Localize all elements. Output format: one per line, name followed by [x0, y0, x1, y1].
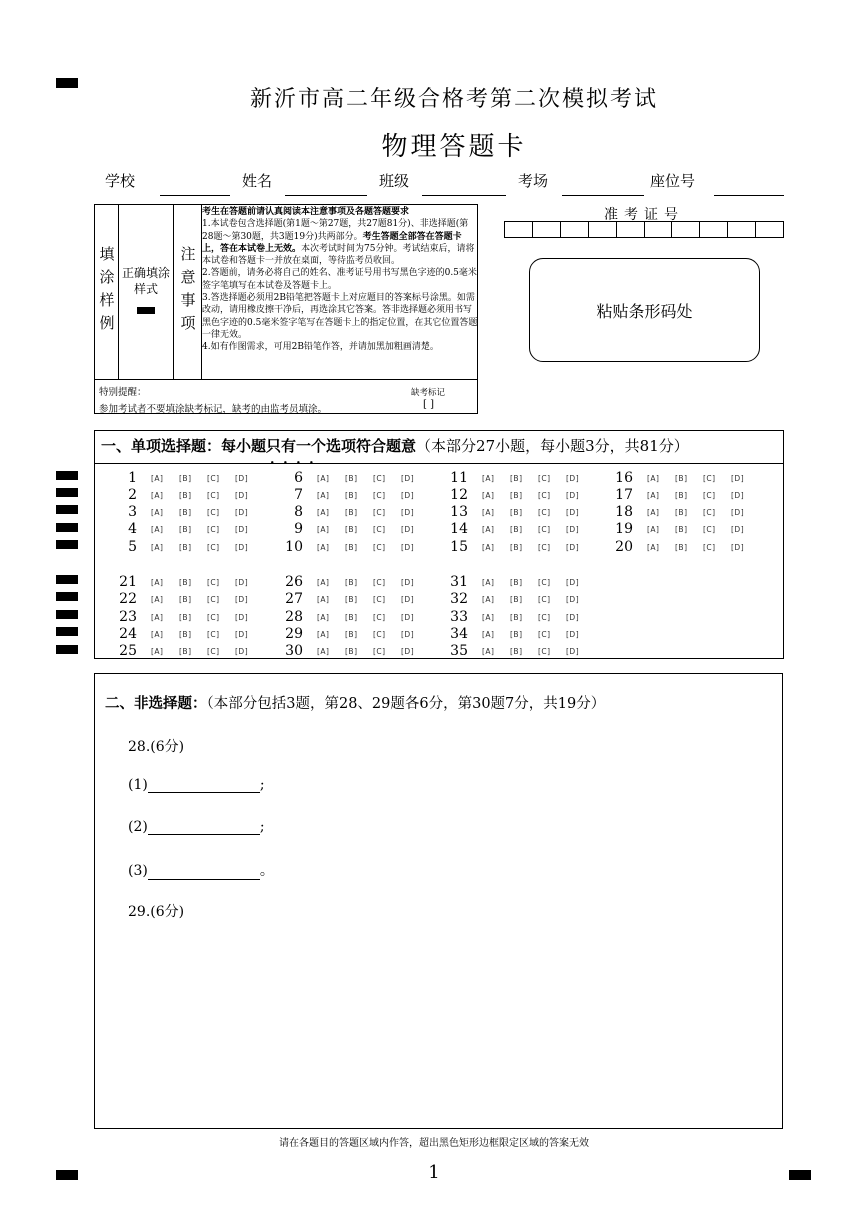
option-bubble[interactable]: [C] — [373, 613, 386, 622]
option-bubble[interactable]: [B] — [675, 543, 688, 552]
option-bubble[interactable]: [C] — [207, 474, 220, 483]
option-bubble[interactable]: [C] — [207, 595, 220, 604]
option-bubble[interactable]: [D] — [401, 508, 415, 517]
section2-heading: 二、非选择题：（本部分包括3题，第28、29题各6分，第30题7分，共19分） — [105, 695, 606, 712]
option-bubble[interactable]: [A] — [317, 647, 330, 656]
mc-question — [261, 591, 431, 608]
page-number: 1 — [428, 1162, 440, 1183]
option-bubble[interactable]: [A] — [317, 543, 330, 552]
seat-field[interactable] — [714, 195, 784, 196]
mc-question — [95, 626, 265, 643]
option-bubble[interactable]: [B] — [179, 630, 192, 639]
option-bubble[interactable]: [A] — [647, 491, 660, 500]
question-number: 26 — [285, 574, 303, 590]
option-bubble[interactable]: [C] — [538, 647, 551, 656]
barcode-area — [529, 258, 760, 362]
barcode-label: 粘贴条形码处 — [596, 301, 693, 321]
option-bubble[interactable]: [A] — [482, 647, 495, 656]
option-bubble[interactable]: [D] — [235, 595, 249, 604]
option-bubble[interactable]: [C] — [207, 543, 220, 552]
option-bubble[interactable]: [B] — [510, 491, 523, 500]
option-bubble[interactable]: [D] — [731, 491, 745, 500]
option-bubble[interactable]: [D] — [566, 647, 580, 656]
option-bubble[interactable]: [D] — [235, 630, 249, 639]
option-bubble[interactable]: [C] — [207, 647, 220, 656]
option-bubble[interactable]: [B] — [675, 525, 688, 534]
mc-question — [261, 504, 431, 521]
rule-1c: 本次考试时间为75分钟。考试结束后，请将本试卷和答题卡一并放在桌面，等待监考员收回。 — [202, 243, 475, 267]
question-number: 5 — [128, 539, 137, 555]
option-bubble[interactable]: [B] — [345, 508, 358, 517]
mc-question — [426, 643, 596, 660]
option-bubble[interactable]: [B] — [510, 613, 523, 622]
timing-mark — [56, 505, 78, 514]
option-bubble[interactable]: [B] — [345, 578, 358, 587]
option-bubble[interactable]: [B] — [345, 543, 358, 552]
question-28-part-1: (1) ; — [128, 777, 265, 793]
option-bubble[interactable]: [C] — [373, 525, 386, 534]
option-bubble[interactable]: [A] — [317, 613, 330, 622]
option-bubble[interactable]: [C] — [373, 595, 386, 604]
option-bubble[interactable]: [A] — [317, 491, 330, 500]
mc-question — [261, 487, 431, 504]
option-bubble[interactable]: [A] — [647, 474, 660, 483]
mc-question — [591, 521, 761, 538]
option-bubble[interactable]: [D] — [731, 474, 745, 483]
option-bubble[interactable]: [D] — [401, 613, 415, 622]
notice-box — [94, 204, 478, 414]
school-label: 学校 — [105, 172, 136, 190]
card-title: 物理答题卡 — [381, 132, 527, 162]
absent-mark-label: 缺考标记 — [411, 388, 446, 398]
option-bubble[interactable]: [A] — [151, 578, 164, 587]
option-bubble[interactable]: [D] — [566, 578, 580, 587]
question-number: 2 — [128, 487, 137, 503]
option-bubble[interactable]: [A] — [482, 613, 495, 622]
option-bubble[interactable]: [A] — [647, 543, 660, 552]
footer-note: 请在各题目的答题区域内作答，超出黑色矩形边框限定区域的答案无效 — [279, 1138, 589, 1149]
option-bubble[interactable]: [B] — [510, 474, 523, 483]
option-bubble[interactable]: [D] — [731, 525, 745, 534]
timing-mark — [56, 523, 78, 532]
mc-question — [591, 470, 761, 487]
question-number: 23 — [119, 609, 137, 625]
option-bubble[interactable]: [C] — [538, 474, 551, 483]
option-bubble[interactable]: [B] — [179, 595, 192, 604]
rule-1b: 考生答题全部答在答题卡上，答在本试卷上无效。 — [202, 231, 462, 254]
option-bubble[interactable]: [A] — [151, 474, 164, 483]
absent-mark-box[interactable]: [ ] — [423, 399, 434, 410]
question-number: 30 — [285, 643, 303, 659]
option-bubble[interactable]: [D] — [235, 508, 249, 517]
question-29-answer-area[interactable] — [125, 929, 765, 1119]
option-bubble[interactable]: [D] — [235, 543, 249, 552]
option-bubble[interactable]: [D] — [731, 543, 745, 552]
question-number: 25 — [119, 643, 137, 659]
question-number: 7 — [294, 487, 303, 503]
option-bubble[interactable]: [B] — [675, 491, 688, 500]
option-bubble[interactable]: [C] — [538, 525, 551, 534]
option-bubble[interactable]: [C] — [703, 543, 716, 552]
option-bubble[interactable]: [B] — [179, 613, 192, 622]
question-number: 10 — [285, 539, 303, 555]
mc-question — [95, 591, 265, 608]
option-bubble[interactable]: [D] — [566, 474, 580, 483]
option-bubble[interactable]: [D] — [566, 630, 580, 639]
option-bubble[interactable]: [C] — [703, 508, 716, 517]
option-bubble[interactable]: [B] — [345, 595, 358, 604]
question-number: 11 — [450, 470, 468, 486]
option-bubble[interactable]: [A] — [317, 630, 330, 639]
mc-question — [426, 574, 596, 591]
option-bubble[interactable]: [C] — [373, 647, 386, 656]
option-bubble[interactable]: [A] — [482, 491, 495, 500]
option-bubble[interactable]: [C] — [373, 578, 386, 587]
option-bubble[interactable]: [A] — [151, 630, 164, 639]
mc-question — [95, 521, 265, 538]
special-reminder-text: 参加考试者不要填涂缺考标记，缺考的由监考员填涂。 — [99, 404, 328, 415]
option-bubble[interactable]: [B] — [510, 525, 523, 534]
question-number: 16 — [615, 470, 633, 486]
option-bubble[interactable]: [B] — [510, 578, 523, 587]
timing-mark — [56, 610, 78, 619]
question-number: 34 — [450, 626, 468, 642]
special-reminder-label: 特别提醒： — [99, 387, 147, 398]
timing-mark — [56, 627, 78, 636]
mc-question — [591, 504, 761, 521]
option-bubble[interactable]: [B] — [345, 647, 358, 656]
option-bubble[interactable]: [D] — [566, 508, 580, 517]
question-number: 14 — [450, 521, 468, 537]
mc-question — [95, 539, 265, 556]
option-bubble[interactable]: [C] — [538, 595, 551, 604]
question-number: 6 — [294, 470, 303, 486]
option-bubble[interactable]: [A] — [482, 578, 495, 587]
timing-mark — [56, 488, 78, 497]
exam-title: 新沂市高二年级合格考第二次模拟考试 — [249, 87, 658, 112]
option-bubble[interactable]: [A] — [482, 525, 495, 534]
question-28-part-2: (2) ; — [128, 819, 265, 835]
question-number: 33 — [450, 609, 468, 625]
question-number: 18 — [615, 504, 633, 520]
option-bubble[interactable]: [D] — [235, 578, 249, 587]
admission-number-boxes[interactable] — [504, 221, 784, 238]
option-bubble[interactable]: [A] — [482, 595, 495, 604]
option-bubble[interactable]: [C] — [373, 543, 386, 552]
mc-question — [426, 504, 596, 521]
option-bubble[interactable]: [B] — [345, 613, 358, 622]
option-bubble[interactable]: [C] — [538, 491, 551, 500]
option-bubble[interactable]: [D] — [401, 630, 415, 639]
option-bubble[interactable]: [C] — [373, 630, 386, 639]
option-bubble[interactable]: [A] — [317, 595, 330, 604]
question-number: 12 — [450, 487, 468, 503]
mc-question — [95, 470, 265, 487]
mc-question — [261, 521, 431, 538]
option-bubble[interactable]: [B] — [675, 474, 688, 483]
timing-mark — [56, 471, 78, 480]
option-bubble[interactable]: [A] — [647, 508, 660, 517]
option-bubble[interactable]: [D] — [235, 474, 249, 483]
option-bubble[interactable]: [D] — [401, 543, 415, 552]
class-field[interactable] — [422, 195, 506, 196]
option-bubble[interactable]: [D] — [401, 578, 415, 587]
question-number: 27 — [285, 591, 303, 607]
option-bubble[interactable]: [B] — [345, 491, 358, 500]
option-bubble[interactable]: [A] — [317, 525, 330, 534]
option-bubble[interactable]: [A] — [151, 525, 164, 534]
name-field[interactable] — [285, 195, 367, 196]
question-number: 24 — [119, 626, 137, 642]
rules-title: 考生在答题前请认真阅读本注意事项及各题答题要求 — [202, 207, 410, 217]
option-bubble[interactable]: [B] — [510, 595, 523, 604]
question-number: 21 — [119, 574, 137, 590]
option-bubble[interactable]: [D] — [235, 525, 249, 534]
option-bubble[interactable]: [A] — [151, 543, 164, 552]
answer-blank-1[interactable] — [148, 778, 260, 793]
option-bubble[interactable]: [C] — [538, 508, 551, 517]
option-bubble[interactable]: [D] — [401, 595, 415, 604]
mc-question — [591, 539, 761, 556]
option-bubble[interactable]: [B] — [179, 543, 192, 552]
mc-question — [261, 626, 431, 643]
option-bubble[interactable]: [D] — [235, 647, 249, 656]
option-bubble[interactable]: [A] — [482, 508, 495, 517]
timing-mark — [56, 592, 78, 601]
option-bubble[interactable]: [A] — [482, 630, 495, 639]
option-bubble[interactable]: [C] — [207, 525, 220, 534]
question-number: 4 — [128, 521, 137, 537]
option-bubble[interactable]: [A] — [151, 508, 164, 517]
option-bubble[interactable]: [C] — [703, 474, 716, 483]
option-bubble[interactable]: [B] — [510, 630, 523, 639]
rule-3: 3.答选择题必须用2B铅笔把答题卡上对应题目的答案标号涂黑。如需改动，请用橡皮擦干净后，再选涂其它答案。答非选择题必须用书写黑色字迹的0.5毫米签字笔写在答题卡上的指定位置，在其它位置答题一律无效。 — [202, 293, 478, 340]
mc-question — [426, 609, 596, 626]
option-bubble[interactable]: [A] — [482, 543, 495, 552]
section1-heading: 一、单项选择题：每小题只有一个 · · · ·选项符合题意（本部分27小题，每小题3分，共81分） — [95, 431, 783, 464]
option-bubble[interactable]: [D] — [401, 491, 415, 500]
option-bubble[interactable]: [C] — [703, 491, 716, 500]
question-number: 9 — [294, 521, 303, 537]
mc-question — [426, 487, 596, 504]
question-29-label: 29.(6分) — [128, 904, 185, 920]
option-bubble[interactable]: [B] — [179, 474, 192, 483]
option-bubble[interactable]: [C] — [207, 578, 220, 587]
option-bubble[interactable]: [C] — [207, 491, 220, 500]
mc-question — [426, 591, 596, 608]
mc-question — [95, 504, 265, 521]
mc-question — [261, 539, 431, 556]
mc-question — [261, 470, 431, 487]
mc-question — [426, 470, 596, 487]
option-bubble[interactable]: [C] — [373, 491, 386, 500]
admission-number-label: 准考证号 — [604, 207, 684, 223]
option-bubble[interactable]: [B] — [179, 525, 192, 534]
option-bubble[interactable]: [B] — [510, 508, 523, 517]
option-bubble[interactable]: [B] — [675, 508, 688, 517]
option-bubble[interactable]: [A] — [151, 647, 164, 656]
exam-room-field[interactable] — [562, 195, 644, 196]
rule-2: 2.答题前，请务必将自己的姓名、准考证号用书写黑色字迹的0.5毫米签字笔填写在本试卷及答题卡上。 — [202, 268, 477, 291]
option-bubble[interactable]: [B] — [510, 543, 523, 552]
option-bubble[interactable]: [C] — [207, 613, 220, 622]
question-number: 31 — [450, 574, 468, 590]
option-bubble[interactable]: [A] — [317, 508, 330, 517]
rule-1a: 1.本试卷包含选择题(第1题～第27题，共27题81分)、非选择题(第28题～第30题，共3题19分)共两部分。 — [202, 219, 469, 242]
question-number: 8 — [294, 504, 303, 520]
mc-question — [426, 521, 596, 538]
mc-question — [95, 574, 265, 591]
option-bubble[interactable]: [B] — [345, 474, 358, 483]
option-bubble[interactable]: [D] — [401, 474, 415, 483]
timing-mark — [56, 575, 78, 584]
option-bubble[interactable]: [C] — [207, 508, 220, 517]
option-bubble[interactable]: [C] — [207, 630, 220, 639]
option-bubble[interactable]: [B] — [179, 491, 192, 500]
option-bubble[interactable]: [C] — [373, 474, 386, 483]
option-bubble[interactable]: [D] — [566, 613, 580, 622]
option-bubble[interactable]: [A] — [151, 595, 164, 604]
mc-question — [261, 574, 431, 591]
option-bubble[interactable]: [A] — [151, 491, 164, 500]
fill-sample-label: 填涂样例 — [99, 245, 115, 332]
mc-question — [95, 609, 265, 626]
option-bubble[interactable]: [C] — [538, 578, 551, 587]
name-label: 姓名 — [242, 172, 273, 190]
option-bubble[interactable]: [C] — [538, 613, 551, 622]
option-bubble[interactable]: [B] — [179, 647, 192, 656]
free-response-section — [94, 673, 783, 1129]
timing-mark — [56, 645, 78, 654]
mc-question — [261, 609, 431, 626]
question-number: 20 — [615, 539, 633, 555]
option-bubble[interactable]: [A] — [317, 474, 330, 483]
mc-question — [261, 643, 431, 660]
school-field[interactable] — [160, 195, 230, 196]
exam-room-label: 考场 — [518, 172, 549, 190]
notice-rules — [202, 206, 478, 354]
option-bubble[interactable]: [D] — [566, 525, 580, 534]
option-bubble[interactable]: [D] — [566, 543, 580, 552]
question-number: 13 — [450, 504, 468, 520]
option-bubble[interactable]: [C] — [373, 508, 386, 517]
option-bubble[interactable]: [A] — [647, 525, 660, 534]
question-number: 3 — [128, 504, 137, 520]
option-bubble[interactable]: [A] — [482, 474, 495, 483]
option-bubble[interactable]: [B] — [179, 508, 192, 517]
answer-blank-3[interactable] — [148, 865, 260, 880]
rule-4: 4.如有作图需求，可用2B铅笔作答，并请加黑加粗画清楚。 — [202, 342, 439, 353]
option-bubble[interactable]: [C] — [703, 525, 716, 534]
question-number: 35 — [450, 643, 468, 659]
option-bubble[interactable]: [B] — [345, 630, 358, 639]
option-bubble[interactable]: [A] — [151, 613, 164, 622]
question-number: 22 — [119, 591, 137, 607]
question-number: 28 — [285, 609, 303, 625]
option-bubble[interactable]: [B] — [179, 578, 192, 587]
option-bubble[interactable]: [C] — [538, 630, 551, 639]
option-bubble[interactable]: [D] — [401, 647, 415, 656]
answer-blank-2[interactable] — [148, 820, 260, 835]
option-bubble[interactable]: [D] — [731, 508, 745, 517]
question-28-part-3: (3) 。 — [128, 863, 274, 879]
mc-question — [95, 643, 265, 660]
seat-label: 座位号 — [650, 172, 696, 190]
question-28-label: 28.(6分) — [128, 739, 185, 755]
question-number: 19 — [615, 521, 633, 537]
option-bubble[interactable]: [B] — [510, 647, 523, 656]
option-bubble[interactable]: [A] — [317, 578, 330, 587]
option-bubble[interactable]: [D] — [566, 595, 580, 604]
correct-fill-label: 正确填涂样式 — [121, 266, 170, 296]
multiple-choice-section — [94, 430, 784, 659]
mc-question — [426, 626, 596, 643]
option-bubble[interactable]: [D] — [566, 491, 580, 500]
question-number: 1 — [128, 470, 137, 486]
mc-question — [95, 487, 265, 504]
option-bubble[interactable]: [D] — [235, 613, 249, 622]
question-number: 17 — [615, 487, 633, 503]
question-number: 32 — [450, 591, 468, 607]
notes-label: 注意事项 — [180, 245, 196, 332]
class-label: 班级 — [379, 172, 410, 190]
question-number: 29 — [285, 626, 303, 642]
option-bubble[interactable]: [D] — [235, 491, 249, 500]
timing-mark — [56, 540, 78, 549]
option-bubble[interactable]: [B] — [345, 525, 358, 534]
option-bubble[interactable]: [C] — [538, 543, 551, 552]
option-bubble[interactable]: [D] — [401, 525, 415, 534]
question-number: 15 — [450, 539, 468, 555]
mc-question — [591, 487, 761, 504]
fill-sample-mark — [137, 307, 155, 314]
mc-question — [426, 539, 596, 556]
